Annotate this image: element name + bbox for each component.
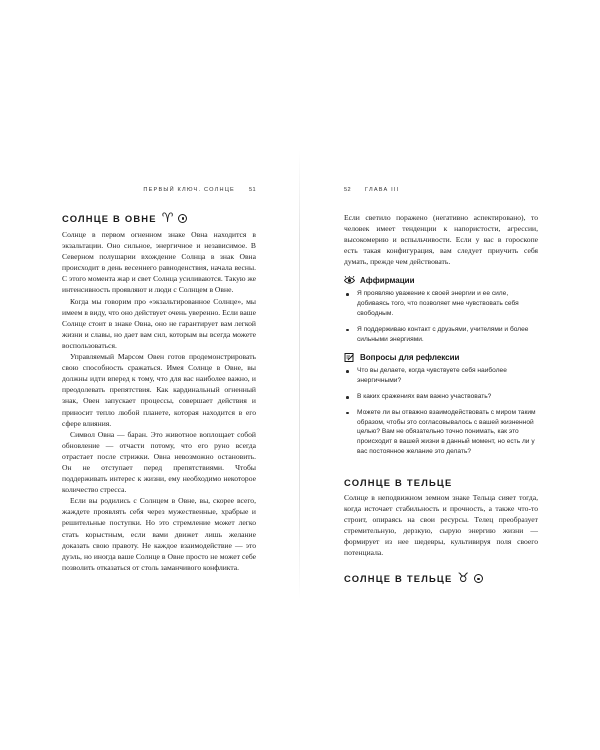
page-number-left: 51 xyxy=(248,187,256,193)
running-head-right xyxy=(344,187,538,193)
paragraph: Солнце в первом огненном знаке Овна находится в экзальтации. Оно сильное, энергичное и независимое. В Северном полушарии вхождение Солнца в знак Овна происходит в день весеннего равноденствия, начала весны. С этого момента жар и свет Солнца усиливаются. Такую же интенсивность проявляют и люди с Солнцем в Овне. xyxy=(62,230,256,295)
section-heading-taurus-glyph xyxy=(344,572,538,585)
right-page xyxy=(300,0,600,750)
aries-glyph-icon: ♈︎ xyxy=(161,211,174,226)
running-head-left xyxy=(62,187,256,193)
page-number-right: 52 xyxy=(344,187,352,193)
section-heading-text: СОЛНЦЕ В ТЕЛЬЦЕ xyxy=(344,476,453,488)
list-item: В каких сражениях вам важно участвовать? xyxy=(344,392,538,402)
list-item: Я поддерживаю контакт с друзьями, учителями и более сильными энергиями. xyxy=(344,325,538,345)
sun-glyph-icon xyxy=(474,574,483,583)
affirmations-heading xyxy=(344,276,538,285)
list-item: Я проявляю уважение к своей энергии и ее силе, добиваясь того, что позволяет мне чувствовать себя свободным. xyxy=(344,289,538,318)
taurus-glyph-icon: ♉︎ xyxy=(457,571,470,587)
section-heading-taurus xyxy=(344,477,538,488)
running-head-chapter: ГЛАВА III xyxy=(365,187,400,193)
paragraph: Управляемый Марсом Овен готов продемонстрировать свою способность сражаться. Имея Солнце в Овне, вы должны идти вперед к тому, что для вас наиболее важно, и преодолевать препятствия. Как кардинальный огненный знак, Овен запускает процессы, совершает действия и приносит тепло любой планете, которая находится в его сфере влияния. xyxy=(62,352,256,428)
taurus-paragraph: Солнце в неподвижном земном знаке Тельца сияет тогда, когда источает стабильность и прочность, а также что-то строит, опираясь на свои ресурсы. Телец преобразует стремительную, дерзкую, сырую энергию жизни — формирует из нее шедевры, культивируя поля своего потенциала. xyxy=(344,492,538,558)
sun-glyph-icon xyxy=(178,214,187,223)
reflection-heading-text: Вопросы для рефлексии xyxy=(360,353,460,363)
affirmations-list xyxy=(344,289,538,344)
list-item: Что вы делаете, когда чувствуете себя наиболее энергичными? xyxy=(344,366,538,386)
affirmations-heading-text: Аффирмации xyxy=(360,276,415,286)
section-heading-text: СОЛНЦЕ В ОВНЕ xyxy=(62,213,157,224)
list-item: Можете ли вы отважно взаимодействовать с миром таким образом, чтобы это согласовывалось с вашей жизненной целью? Вам не обязательно точно понимать, как это происходит в вашей жизни в данный момент, но есть ли у вас постоянное желание это делать? xyxy=(344,408,538,457)
running-head-title: ПЕРВЫЙ КЛЮЧ. СОЛНЦЕ xyxy=(143,187,235,193)
reflection-list xyxy=(344,366,538,456)
paragraph: Когда мы говорим про «экзальтированное Солнце», мы имеем в виду, что оно действует очень уверенно. Если ваше Солнце стоит в знаке Овна, оно не гарантирует вам легкой жизни и славы, но дает вам сил, которым вы всегда можете воспользоваться. xyxy=(62,296,256,350)
paragraph: Символ Овна — баран. Это животное воплощает собой обновление — отчасти потому, что его руно всегда отрастает после стрижки. Овна невозможно остановить. Он не отступает перед препятствиями. Чтобы поддерживать интерес к жизни, ему необходимо некоторое количество стресса. xyxy=(62,429,256,495)
section-heading-text: СОЛНЦЕ В ТЕЛЬЦЕ xyxy=(344,573,453,585)
reflection-heading xyxy=(344,353,538,362)
intro-paragraph: Если светило поражено (негативно аспектировано), то человек имеет тенденции к напористости, агрессии, высокомерию и вспыльчивости. Если у вас в гороскопе есть такая конфигурация, вам следует приучить себя думать, прежде чем действовать. xyxy=(344,213,538,267)
section-heading-aries xyxy=(62,212,256,225)
paragraph: Если вы родились с Солнцем в Овне, вы, скорее всего, жаждете проявлять себя через мужественные, храбрые и решительные поступки. Но это стремление может легко стать корыстным, если вами движет лишь желание доказать свою правоту. Не каждое взаимодействие — это дуэль, но иногда ваше Солнце в Овне просто не может себе позволить отказаться от столь заманчивого конфликта. xyxy=(62,496,256,572)
notepad-icon xyxy=(344,353,355,362)
eye-icon xyxy=(344,276,355,285)
